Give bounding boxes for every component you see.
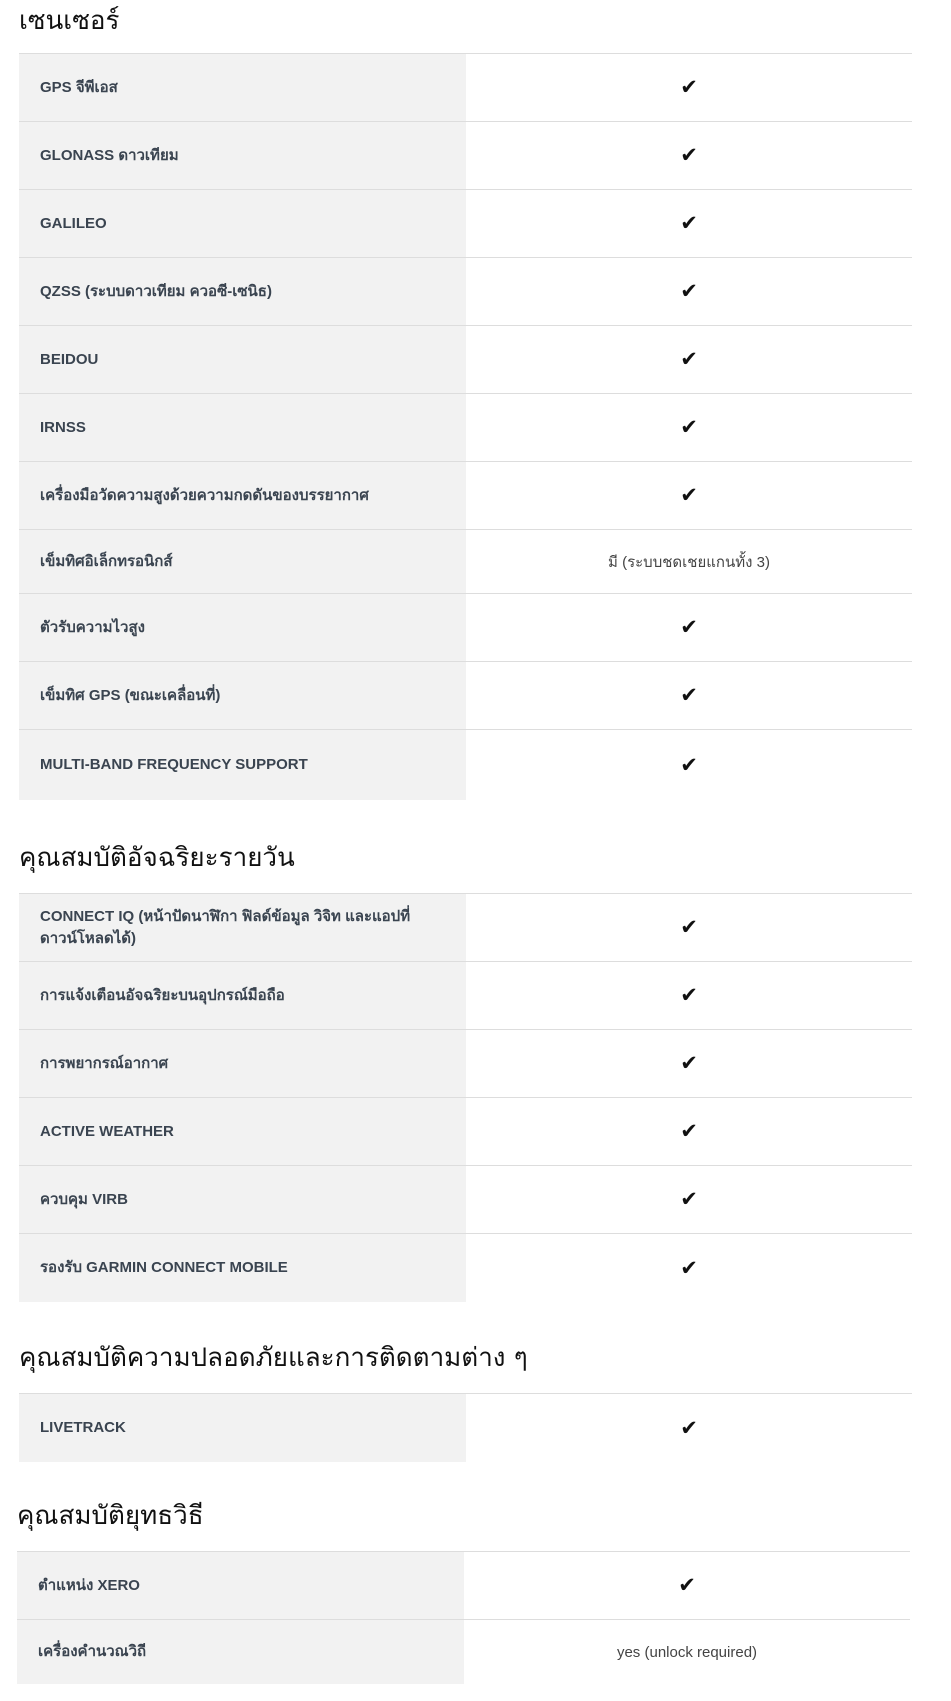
spec-label: MULTI-BAND FREQUENCY SUPPORT	[19, 730, 466, 800]
spec-row	[19, 394, 912, 462]
spec-value-text: yes (unlock required)	[616, 1643, 758, 1661]
spec-value	[466, 1166, 912, 1233]
checkmark-icon: ✔	[678, 1573, 696, 1597]
spec-value	[466, 1030, 912, 1097]
spec-label: IRNSS	[19, 394, 466, 461]
checkmark-icon: ✔	[680, 1119, 698, 1143]
spec-row	[17, 1552, 910, 1620]
spec-label: LIVETRACK	[19, 1394, 466, 1462]
spec-label: ควบคุม VIRB	[19, 1166, 466, 1233]
spec-label: เข็มทิศ GPS (ขณะเคลื่อนที่)	[19, 662, 466, 729]
spec-row	[19, 1098, 912, 1166]
spec-row	[19, 894, 912, 962]
checkmark-icon: ✔	[680, 1051, 698, 1075]
spec-value	[466, 54, 912, 121]
spec-row	[19, 662, 912, 730]
checkmark-icon: ✔	[680, 683, 698, 707]
checkmark-icon: ✔	[680, 211, 698, 235]
spec-row	[19, 462, 912, 530]
spec-label: เครื่องคำนวณวิถี	[17, 1620, 464, 1684]
spec-value	[466, 394, 912, 461]
spec-row	[19, 54, 912, 122]
section-title: คุณสมบัติยุทธวิธี	[17, 1501, 204, 1531]
section-title: คุณสมบัติอัจฉริยะรายวัน	[19, 843, 295, 873]
spec-label: QZSS (ระบบดาวเทียม ควอซี-เซนิธ)	[19, 258, 466, 325]
spec-label: การแจ้งเตือนอัจฉริยะบนอุปกรณ์มือถือ	[19, 962, 466, 1029]
spec-label: GALILEO	[19, 190, 466, 257]
spec-row	[19, 1394, 912, 1462]
checkmark-icon: ✔	[680, 143, 698, 167]
spec-table	[17, 1551, 910, 1684]
spec-row	[19, 530, 912, 594]
spec-label: GLONASS ดาวเทียม	[19, 122, 466, 189]
spec-value	[466, 122, 912, 189]
spec-value	[466, 1098, 912, 1165]
spec-row	[17, 1620, 910, 1684]
spec-value-text: มี (ระบบชดเชยแกนทั้ง 3)	[608, 553, 770, 571]
spec-value	[466, 462, 912, 529]
checkmark-icon: ✔	[680, 1415, 698, 1440]
spec-row	[19, 594, 912, 662]
spec-label: BEIDOU	[19, 326, 466, 393]
spec-value	[466, 730, 912, 800]
section-title: คุณสมบัติความปลอดภัยและการติดตามต่าง ๆ	[19, 1343, 528, 1373]
spec-value	[464, 1552, 910, 1619]
spec-value	[466, 962, 912, 1029]
spec-row	[19, 1166, 912, 1234]
spec-row	[19, 122, 912, 190]
checkmark-icon: ✔	[680, 347, 698, 371]
checkmark-icon: ✔	[680, 483, 698, 507]
spec-value	[466, 594, 912, 661]
checkmark-icon: ✔	[680, 752, 698, 777]
spec-label: ตัวรับความไวสูง	[19, 594, 466, 661]
spec-row	[19, 258, 912, 326]
checkmark-icon: ✔	[680, 615, 698, 639]
checkmark-icon: ✔	[680, 915, 698, 939]
spec-label: เครื่องมือวัดความสูงด้วยความกดดันของบรรยากาศ	[19, 462, 466, 529]
spec-value	[466, 894, 912, 961]
spec-row	[19, 190, 912, 258]
spec-value	[466, 258, 912, 325]
spec-value	[466, 662, 912, 729]
spec-row	[19, 730, 912, 800]
spec-label: ตำแหน่ง XERO	[17, 1552, 464, 1619]
spec-value	[466, 190, 912, 257]
spec-label: เข็มทิศอิเล็กทรอนิกส์	[19, 530, 466, 593]
spec-label: รองรับ GARMIN CONNECT MOBILE	[19, 1234, 466, 1302]
spec-table	[19, 893, 912, 1302]
spec-label: CONNECT IQ (หน้าปัดนาฬิกา ฟิลด์ข้อมูล วิจิท และแอปที่ดาวน์โหลดได้)	[19, 894, 466, 961]
checkmark-icon: ✔	[680, 415, 698, 439]
spec-row	[19, 326, 912, 394]
spec-value	[466, 326, 912, 393]
spec-table	[19, 53, 912, 800]
section-title: เซนเซอร์	[19, 6, 120, 36]
spec-table	[19, 1393, 912, 1462]
checkmark-icon: ✔	[680, 75, 698, 99]
spec-label: ACTIVE WEATHER	[19, 1098, 466, 1165]
checkmark-icon: ✔	[680, 279, 698, 303]
spec-row	[19, 1234, 912, 1302]
checkmark-icon: ✔	[680, 1255, 698, 1280]
spec-row	[19, 962, 912, 1030]
spec-value	[466, 1234, 912, 1302]
checkmark-icon: ✔	[680, 983, 698, 1007]
spec-row	[19, 1030, 912, 1098]
spec-value	[466, 1394, 912, 1462]
checkmark-icon: ✔	[680, 1187, 698, 1211]
spec-label: การพยากรณ์อากาศ	[19, 1030, 466, 1097]
spec-label: GPS จีพีเอส	[19, 54, 466, 121]
